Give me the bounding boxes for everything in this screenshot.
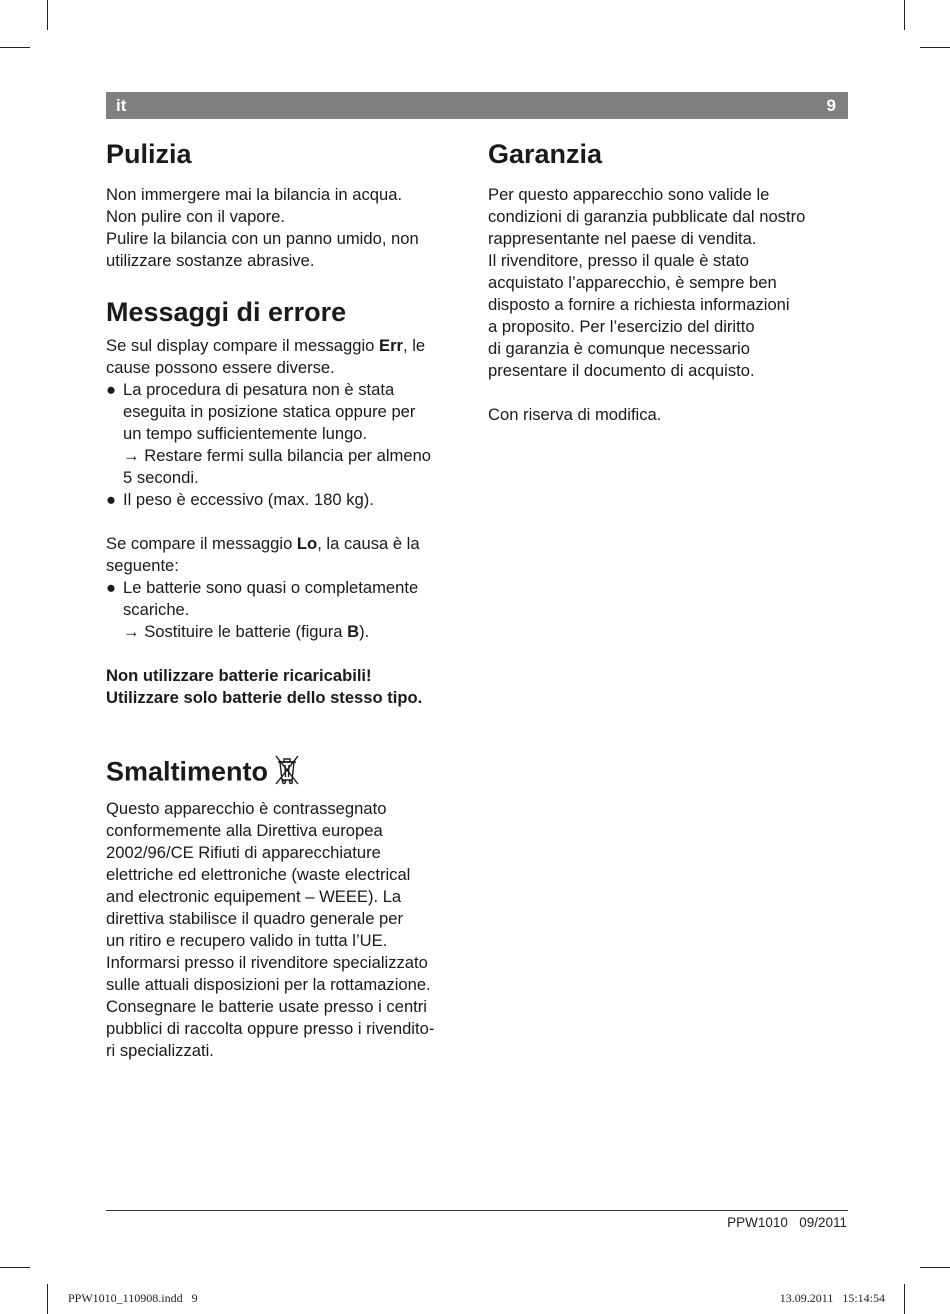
slug-filename: PPW1010_110908.indd 9 [68,1291,198,1305]
crop-mark [920,47,950,48]
footer-divider [106,1210,848,1211]
right-column [488,136,850,426]
smaltimento-text [106,798,478,1062]
warning-line: Non utilizzare batterie ricaricabili! [106,666,372,685]
text-line: conformemente alla Direttiva europea [106,821,383,840]
text-line: Informarsi presso il rivenditore specializzato [106,953,428,972]
text-line: Se compare il messaggio Lo, la causa è la [106,534,420,553]
text-line: sulle attuali disposizioni per la rottamazione. [106,975,431,994]
text-line: Pulire la bilancia con un panno umido, non [106,229,419,248]
action-line: → Restare fermi sulla bilancia per almeno [123,446,432,465]
bullet-item: ● La procedura di pesatura non è stata eseguita in posizione statica oppure per un tempo sufficientemente lungo. → Restare fermi sulla bilancia per almeno 5 secondi. [106,379,478,489]
text-line: cause possono essere diverse. [106,358,335,377]
text-line: a proposito. Per l’esercizio del diritto [488,317,755,336]
lo-code: Lo [296,534,318,553]
text-line: utilizzare sostanze abrasive. [106,251,315,270]
text-line: Consegnare le batterie usate presso i centri [106,997,427,1016]
garanzia-text [488,184,850,426]
crop-mark [904,0,905,30]
text-line: elettriche ed elettroniche (waste electrical [106,865,411,884]
err-code: Err [379,336,403,355]
text-line: pubblici di raccolta oppure presso i rivendito- [106,1019,435,1038]
text-line: ri specializzati. [106,1041,214,1060]
action-line: → Sostituire le batterie (figura B). [123,622,370,641]
text-line: presentare il documento di acquisto. [488,361,755,380]
heading-garanzia: Garanzia [488,139,603,169]
crop-mark [0,47,30,48]
bullet-icon: ● [106,578,117,597]
weee-crossed-bin-icon [274,753,300,794]
bullet-icon: ● [106,380,117,399]
left-column [106,136,478,1062]
heading-messaggi-di-errore: Messaggi di errore [106,297,347,327]
language-code: it [116,96,127,115]
page-number: 9 [826,96,836,115]
text-line: disposto a fornire a richiesta informazioni [488,295,790,314]
pulizia-text [106,184,478,272]
bullet-item: ● Le batterie sono quasi o completamente scariche. → Sostituire le batterie (figura B). [106,577,478,643]
text-line: direttiva stabilisce il quadro generale per [106,909,404,928]
text-line: Il rivenditore, presso il quale è stato [488,251,750,270]
text-line: condizioni di garanzia pubblicate dal nostro [488,207,806,226]
crop-mark [920,1267,950,1268]
text-line: Per questo apparecchio sono valide le [488,185,770,204]
crop-mark [904,1284,905,1314]
crop-mark [47,1284,48,1314]
slug-timestamp: 13.09.2011 15:14:54 [779,1291,885,1305]
heading-smaltimento: Smaltimento [106,753,478,794]
text-line: Se sul display compare il messaggio Err, le [106,336,426,355]
text-line: 2002/96/CE Rifiuti di apparecchiature [106,843,381,862]
text-line: and electronic equipement – WEEE). La [106,887,402,906]
text-line: rappresentante nel paese di vendita. [488,229,757,248]
text-line: Non immergere mai la bilancia in acqua. [106,185,403,204]
bullet-item: ● Il peso è eccessivo (max. 180 kg). [106,490,374,509]
text-line: seguente: [106,556,179,575]
text-line: di garanzia è comunque necessario [488,339,750,358]
bullet-icon: ● [106,490,117,509]
action-line: 5 secondi. [123,468,199,487]
text-line: Questo apparecchio è contrassegnato [106,799,387,818]
text-line: acquistato l’apparecchio, è sempre ben [488,273,777,292]
warning-line: Utilizzare solo batterie dello stesso tipo. [106,688,423,707]
crop-mark [47,0,48,30]
heading-pulizia: Pulizia [106,139,192,169]
document-code: PPW1010 09/2011 [727,1215,847,1230]
crop-mark [0,1267,30,1268]
text-line: Non pulire con il vapore. [106,207,285,226]
errore-text [106,335,478,709]
text-line: un ritiro e recupero valido in tutta l’UE. [106,931,388,950]
modification-note: Con riserva di modifica. [488,405,662,424]
page-header-bar [106,92,848,119]
